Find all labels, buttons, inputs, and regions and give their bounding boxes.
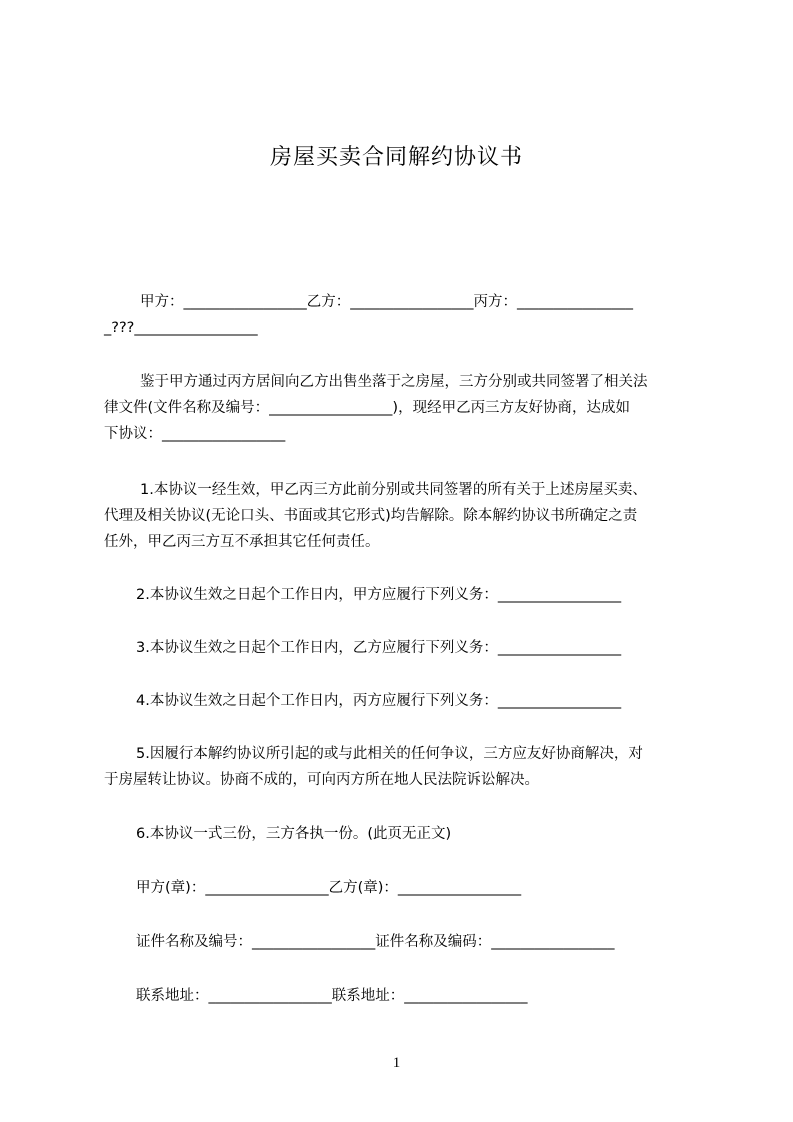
preamble-line-3: 下协议：_________________ <box>104 426 286 442</box>
clause-1-line-2: 代理及相关协议(无论口头、书面或其它形式)均告解除。除本解约协议书所确定之责 <box>104 508 638 524</box>
clause-2: 2.本协议生效之日起个工作日内，甲方应履行下列义务：_________________ <box>136 587 622 603</box>
document-title: 房屋买卖合同解约协议书 <box>269 145 523 170</box>
signature-seals: 甲方(章)：_________________乙方(章)：_________________ <box>136 880 522 896</box>
preamble-line-1: 鉴于甲方通过丙方居间向乙方出售坐落于之房屋，三方分别或共同签署了相关法 <box>140 374 648 390</box>
clause-6: 6.本协议一式三份，三方各执一份。(此页无正文) <box>136 826 452 842</box>
signature-addresses: 联系地址：_________________联系地址：_________________ <box>136 988 528 1004</box>
preamble-line-2: 律文件(文件名称及编号：_________________)，现经甲乙丙三方友好协商，达成如 <box>104 400 631 416</box>
clause-4: 4.本协议生效之日起个工作日内，丙方应履行下列义务：_________________ <box>136 693 622 709</box>
parties-line-2: _???_________________ <box>104 320 258 336</box>
signature-ids: 证件名称及编号：_________________证件名称及编码：_________________ <box>136 934 615 950</box>
parties-line-1: 甲方：_________________乙方：_________________丙方：________________ <box>140 294 633 310</box>
clause-1-line-3: 任外，甲乙丙三方互不承担其它任何责任。 <box>104 534 380 550</box>
clause-5-line-2: 于房屋转让协议。协商不成的，可向丙方所在地人民法院诉讼解决。 <box>104 772 539 788</box>
clause-3: 3.本协议生效之日起个工作日内，乙方应履行下列义务：_________________ <box>136 640 622 656</box>
clause-1-line-1: 1.本协议一经生效，甲乙丙三方此前分别或共同签署的所有关于上述房屋买卖、 <box>140 482 647 498</box>
page-number: 1 <box>392 1055 401 1071</box>
clause-5-line-1: 5.因履行本解约协议所引起的或与此相关的任何争议，三方应友好协商解决，对 <box>136 746 643 762</box>
